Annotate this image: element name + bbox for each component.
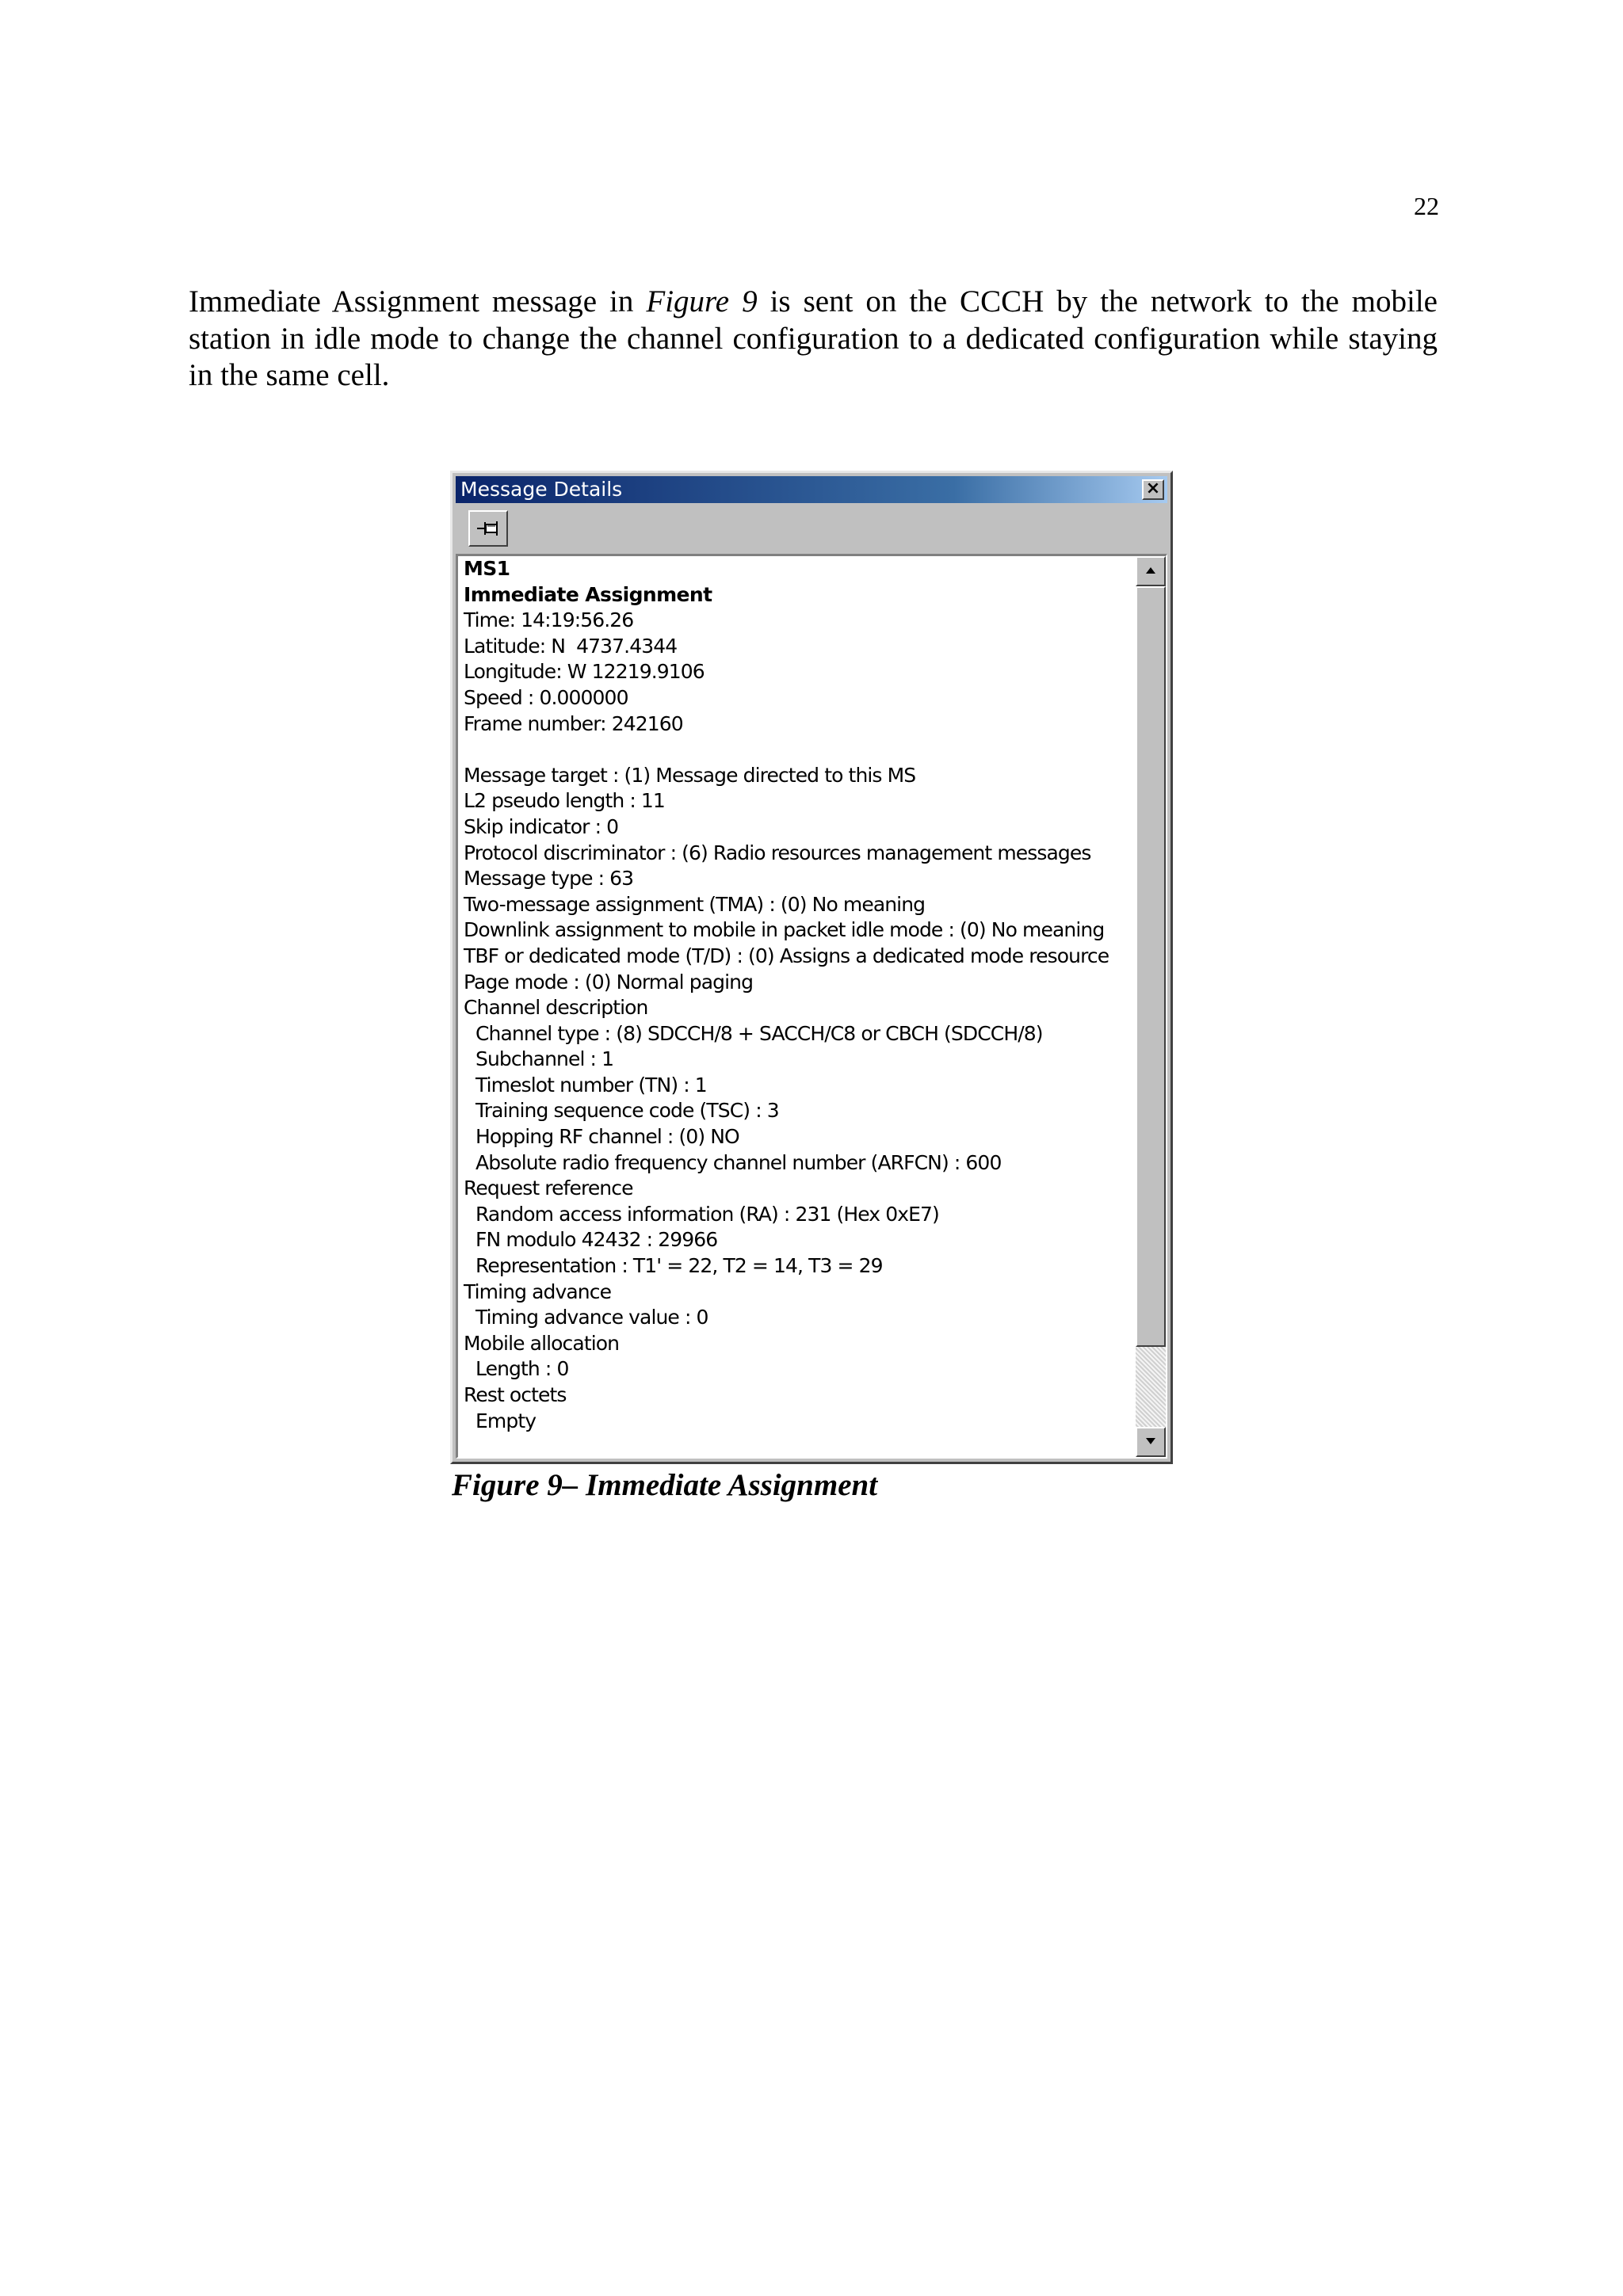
message-line: TBF or dedicated mode (T/D) : (0) Assigns a dedicated mode resource — [464, 944, 1109, 967]
message-line: Protocol discriminator : (6) Radio resources management messages — [464, 841, 1091, 864]
window-titlebar[interactable] — [456, 476, 1167, 503]
message-line: Message target : (1) Message directed to this MS — [464, 763, 916, 787]
close-button[interactable] — [1142, 479, 1164, 500]
toolbar — [456, 506, 1167, 551]
scroll-up-arrow-icon — [1144, 565, 1158, 576]
pin-icon — [475, 517, 501, 540]
message-line: Longitude: W 12219.9106 — [464, 660, 705, 684]
close-icon: × — [1145, 479, 1161, 498]
message-line: L2 pseudo length : 11 — [464, 789, 665, 813]
figure-reference: Figure 9 — [646, 284, 758, 318]
message-line: Speed : 0.000000 — [464, 685, 628, 709]
message-line: Random access information (RA) : 231 (Hex 0xE7) — [475, 1202, 939, 1226]
message-line: Two-message assignment (TMA) : (0) No meaning — [464, 892, 926, 916]
message-content-pane[interactable] — [456, 554, 1167, 1459]
message-line: Length : 0 — [475, 1357, 569, 1381]
intro-text-after: is sent on the CCCH by the network to the mobile station in idle mode to change the channel configuration to a dedicated configuration while staying in the same cell. — [189, 284, 1438, 392]
message-line: FN modulo 42432 : 29966 — [475, 1228, 718, 1252]
message-line: Channel type : (8) SDCCH/8 + SACCH/C8 or CBCH (SDCCH/8) — [475, 1021, 1043, 1045]
message-line: Frame number: 242160 — [464, 711, 683, 735]
message-line: Representation : T1' = 22, T2 = 14, T3 = 29 — [475, 1254, 883, 1278]
message-line: Page mode : (0) Normal paging — [464, 970, 754, 994]
message-line: MS1 — [464, 557, 510, 580]
message-line: Mobile allocation — [464, 1331, 620, 1355]
message-line: Timing advance value : 0 — [475, 1306, 708, 1329]
message-line: Rest octets — [464, 1383, 567, 1406]
message-lines — [464, 556, 1129, 1434]
message-line: Immediate Assignment — [464, 582, 712, 606]
page-number: 22 — [1414, 192, 1439, 220]
vertical-scrollbar[interactable] — [1136, 556, 1166, 1457]
scroll-thumb[interactable] — [1136, 586, 1166, 1347]
message-line: Subchannel : 1 — [475, 1047, 614, 1071]
message-line: Request reference — [464, 1177, 633, 1200]
scroll-down-button[interactable] — [1136, 1427, 1166, 1457]
scroll-down-arrow-icon — [1144, 1436, 1158, 1447]
message-line: Skip indicator : 0 — [464, 814, 619, 838]
window-title: Message Details — [460, 478, 623, 501]
intro-text-before: Immediate Assignment message in — [189, 284, 647, 318]
scroll-up-button[interactable] — [1136, 556, 1166, 586]
message-line: Downlink assignment to mobile in packet idle mode : (0) No meaning — [464, 918, 1105, 942]
message-line: Training sequence code (TSC) : 3 — [475, 1099, 779, 1123]
figure-caption: Figure 9– Immediate Assignment — [452, 1468, 878, 1502]
pin-button[interactable] — [468, 510, 508, 547]
message-details-window — [450, 471, 1173, 1464]
message-line: Channel description — [464, 996, 648, 1020]
message-line: Timeslot number (TN) : 1 — [475, 1073, 707, 1097]
message-line: Absolute radio frequency channel number (ARFCN) : 600 — [475, 1150, 1002, 1174]
message-line: Timing advance — [464, 1280, 612, 1303]
intro-paragraph — [189, 284, 1438, 395]
message-line: Latitude: N 4737.4344 — [464, 634, 678, 658]
message-line: Empty — [475, 1409, 537, 1432]
message-line — [464, 737, 1129, 763]
message-line: Time: 14:19:56.26 — [464, 608, 634, 632]
message-line: Hopping RF channel : (0) NO — [475, 1125, 739, 1149]
message-line: Message type : 63 — [464, 867, 634, 891]
